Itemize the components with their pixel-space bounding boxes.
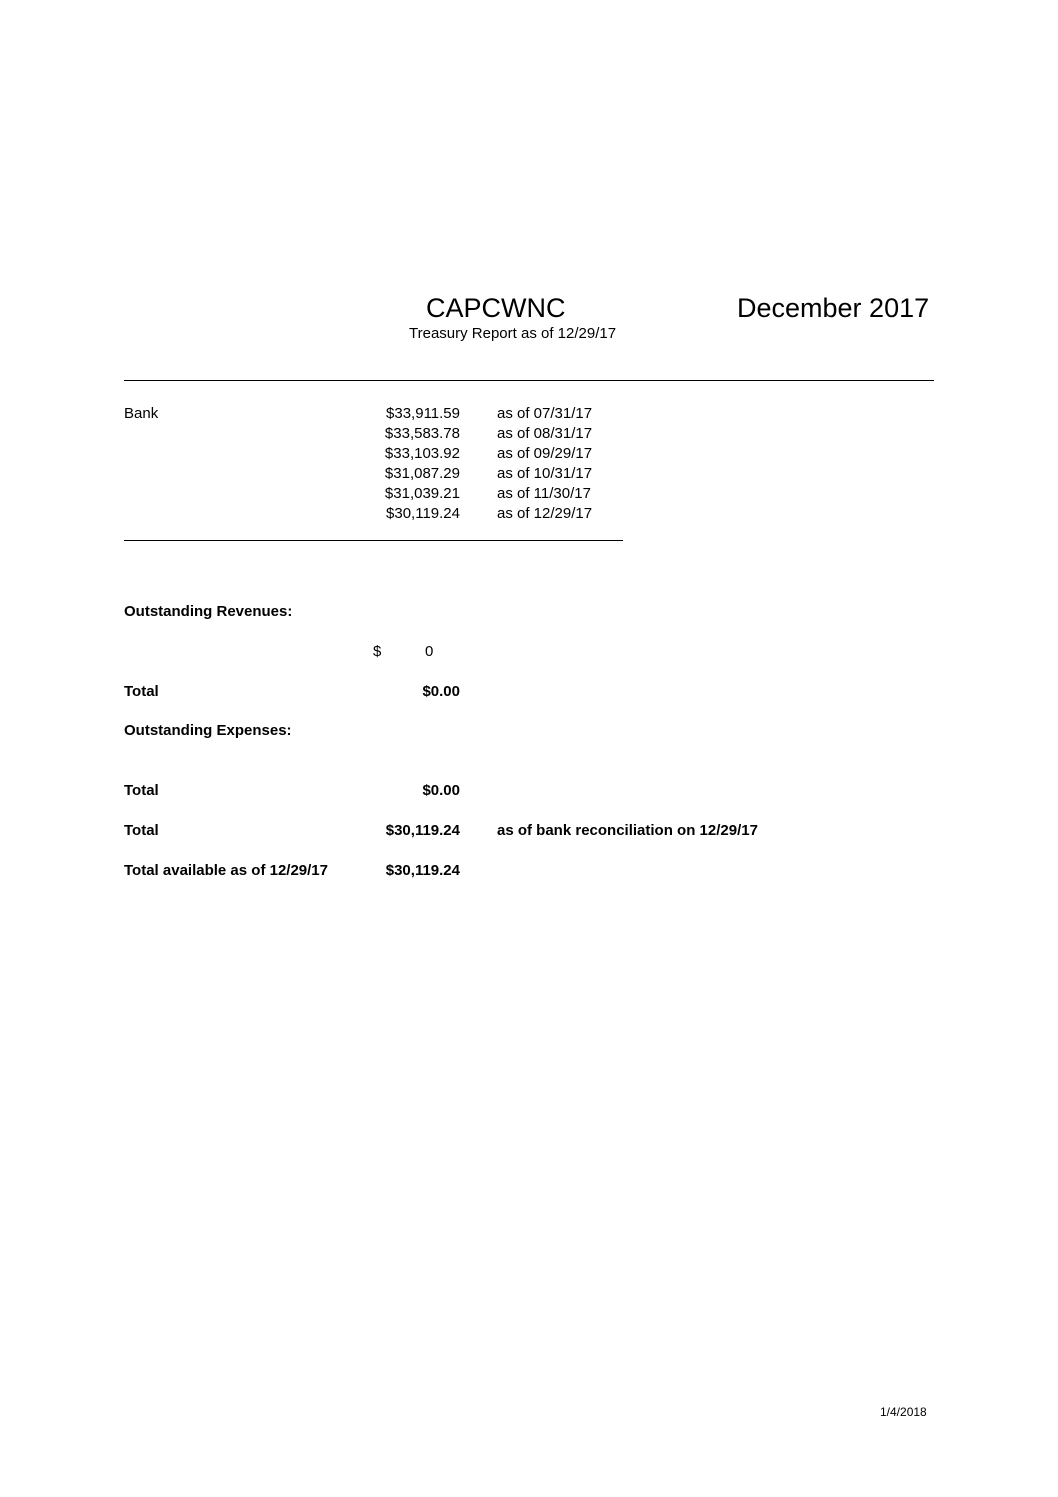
bank-amount: $33,583.78 [384,425,460,442]
expenses-total-label: Total [124,782,159,799]
bank-as-of-date: as of 07/31/17 [497,405,593,422]
grand-total-note: as of bank reconciliation on 12/29/17 [497,822,758,839]
bank-as-of-date: as of 12/29/17 [497,505,593,522]
bank-label: Bank [124,405,159,422]
outstanding-expenses-heading: Outstanding Expenses: [124,722,292,739]
report-organization-title: CAPCWNC [426,293,566,323]
expenses-total-value: $0.00 [422,782,460,799]
bank-dates-column [497,404,592,524]
revenues-total-value: $0.00 [422,683,460,700]
bank-amount: $31,039.21 [384,485,460,502]
revenue-amount: 0 [425,643,434,660]
outstanding-revenues-heading: Outstanding Revenues: [124,603,293,620]
bank-amounts-column [360,404,460,524]
bank-as-of-date: as of 08/31/17 [497,425,593,442]
header-divider [124,380,934,381]
bank-amount: $33,911.59 [386,405,460,422]
total-available-label: Total available as of 12/29/17 [124,862,328,879]
revenues-total-label: Total [124,683,159,700]
bank-section-divider [124,540,623,541]
grand-total-value: $30,119.24 [385,822,460,839]
revenue-currency-symbol: $ [373,643,382,660]
report-period: December 2017 [737,293,930,323]
bank-amount: $33,103.92 [384,445,460,462]
bank-amount: $30,119.24 [386,505,460,522]
bank-as-of-date: as of 09/29/17 [497,445,593,462]
footer-print-date: 1/4/2018 [880,1405,927,1419]
bank-amount: $31,087.29 [384,465,460,482]
report-subtitle: Treasury Report as of 12/29/17 [409,325,617,342]
grand-total-label: Total [124,822,159,839]
total-available-value: $30,119.24 [385,862,460,879]
bank-as-of-date: as of 11/30/17 [497,485,591,502]
bank-as-of-date: as of 10/31/17 [497,465,593,482]
